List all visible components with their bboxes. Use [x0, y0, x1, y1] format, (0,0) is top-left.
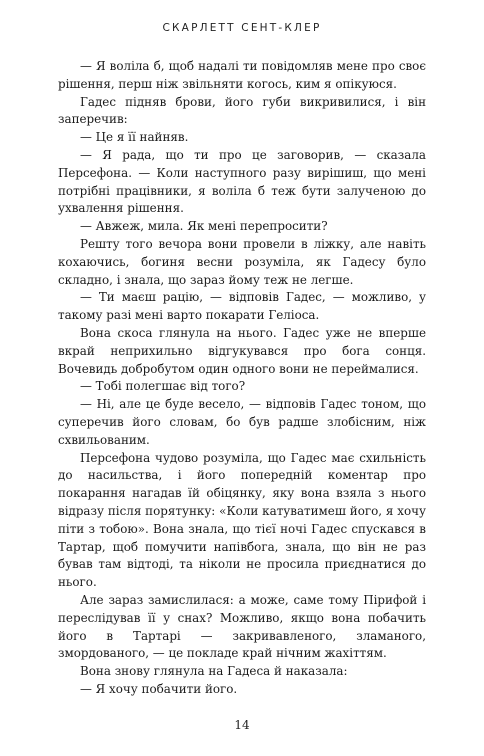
paragraph: — Авжеж, мила. Як мені перепросити? [80, 219, 328, 234]
paragraph: — Ні, але це буде весело, — відповів Гадес тоном, що суперечив його словам, бо був радше злобісним, ніж схвильованим. [58, 397, 426, 447]
paragraph: Персефона чудово розуміла, що Гадес має схильність до насильства, і його попередній коментар про покарання нагадав їй обіцянку, яку вона взяла з нього відразу після порятунку: «Коли катуватимеш його, я хочу піти з тобою». Вона знала, що тієї ночі Гадес спускався в Тартар, щоб помучити напівбога, знала, що він не раз бував там відтоді, та ніколи не просила приєднатися до нього. [58, 450, 426, 590]
paragraph: Вона скоса глянула на нього. Гадес уже не вперше вкрай неприхильно відгукувався про бога сонця. Вочевидь добробутом один одного вони не переймалися. [58, 325, 426, 376]
body-text [58, 58, 426, 699]
paragraph: Але зараз замислилася: а може, саме тому Пірифой і переслідував її у снах? Можливо, якщо вона побачить його в Тартарі — закривавленого, зламаного, змордованого, — це покладе край нічним жахіттям. [58, 592, 426, 661]
page-number: 14 [234, 718, 250, 732]
paragraph: Решту того вечора вони провели в ліжку, але навіть кохаючись, богиня весни розуміла, як Гадесу було складно, і знала, що зараз йому теж не легше. [58, 236, 426, 287]
paragraph: — Я хочу побачити його. [80, 681, 238, 696]
paragraph: — Я рада, що ти про це заговорив, — сказала Персефона. — Коли наступного разу вирішиш, що мені потрібні працівники, я воліла б теж бути залученою до ухвалення рішення. [58, 147, 426, 216]
paragraph: — Тобі полегшає від того? [80, 379, 246, 394]
running-header: СКАРЛЕТТ СЕНТ-КЛЕР [162, 22, 322, 34]
paragraph: Гадес підняв брови, його губи викривилися, і він заперечив: [58, 94, 426, 127]
paragraph: — Я воліла б, щоб надалі ти повідомляв мене про своє рішення, перш ніж звільняти когось, ким я опікуюся. [58, 59, 426, 91]
paragraph: — Ти маєш рацію, — відповів Гадес, — можливо, у такому разі мені варто покарати Геліоса. [58, 290, 426, 323]
paragraph: Вона знову глянула на Гадеса й наказала: [80, 664, 348, 679]
paragraph: — Це я її найняв. [80, 130, 189, 145]
